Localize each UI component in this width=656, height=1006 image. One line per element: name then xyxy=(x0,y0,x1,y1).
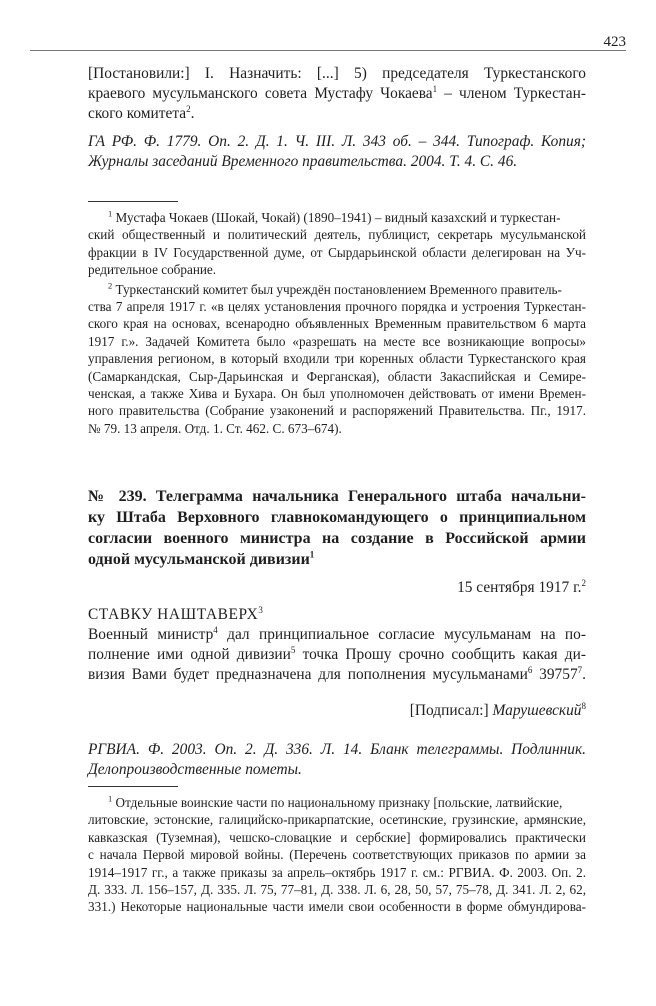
text-line: краевого мусульманского совета Мустафу Чокаева$^1$ – членом Туркестан- xyxy=(88,83,587,102)
footnotes-section xyxy=(88,794,586,916)
document-date: 15 сентября 1917 г.$^2$ xyxy=(457,577,586,596)
archival-source xyxy=(88,740,586,780)
footnote-rule xyxy=(88,786,178,787)
footnote-ref: 1 xyxy=(432,83,438,94)
signature: [Подписал:] Марушевский$^8$ xyxy=(409,700,586,719)
text-line: Военный министр$^4$ дал принципиальное согласие мусульманам на по- xyxy=(88,624,586,643)
telegram-body xyxy=(88,625,586,685)
text-line: полнение ими одной дивизии$^5$ точка Прошу срочно сообщить какая ди- xyxy=(88,644,586,663)
footnote-rule xyxy=(88,201,178,202)
text-line: визия Вами будет предназначена для пополнения мусульманами$^6$ 39757$^7$. xyxy=(88,664,587,683)
source-line: Журналы заседаний Временного правительства. 2004. Т. 4. С. 46. xyxy=(88,153,518,170)
footnote: $^2$ Туркестанский комитет был учреждён постановлением Временного правитель- ства 7 апреля 1917 г. «в целях установления прочного порядка и устроения Туркестан- ского края на основах, всенародно объявленных Временным правительством 6 марта 1917 г.». Задачей Комитета было «разрешать на месте все возникающие вопросы» управления регионом, в который входили три коренных области Туркестанского края (Самаркандская, Сыр-Дарьинская и Ферганская), области Закаспийская и Семире- ченская, а также Хива и Бухара. Он был уполномочен действовать от имени Времен- ного правительства (Собрание узаконений и распоряжений Правительства. Пг., 1917. № 79. 13 апреля. Отд. 1. Ст. 462. С. 673–674). xyxy=(88,280,586,436)
footnote: $^1$ Мустафа Чокаев (Шокай, Чокай) (1890–1941) – видный казахский и туркестан- ский общественный и политический деятель, публицист, секретарь мусульманской фракции в IV Государственной думе, от Сырдарьинской области делегирован на Уч- редительное собрание. xyxy=(88,208,586,278)
footnote: $^1$ Отдельные воинские части по национальному признаку [польские, латвийские, литовские, эстонские, галицийско-прикарпатские, осетинские, грузинские, армянские, кавказская (Туземная), чешско-словацкие и сербские] формировались практически с начала Первой мировой войны. (Перечень соответствующих приказов по армии за 1914–1917 гг., а также приказы за апрель–октябрь 1917 г. см.: РГВИА. Ф. 2003. Оп. 2. Д. 333. Л. 156–157, Д. 335. Л. 75, 77–81, Д. 338. Л. 6, 28, 50, 57, 75–78, Д. 341. Л. 2, 62, 331.) Некоторые национальные части имели свои особенности в форме обмундирова- xyxy=(88,793,586,915)
footnote-ref: 2 xyxy=(186,103,191,114)
telegram-address: СТАВКУ НАШТАВЕРХ$^3$ xyxy=(88,604,264,623)
document-title: № 239. Телеграмма начальника Генерального штаба начальни- ку Штаба Верховного главнокомандующего о принципиальном согласии военного министра на создание в Российской армии одной мусульманской дивизии$^1$ xyxy=(88,488,586,568)
text-line: ского комитета$^2$. xyxy=(88,103,195,122)
source-line: Делопроизводственные пометы. xyxy=(88,761,302,778)
header-rule xyxy=(30,50,626,51)
source-line: ГА РФ. Ф. 1779. Оп. 2. Д. 1. Ч. III. Л. 343 об. – 344. Типограф. Копия; xyxy=(88,133,586,150)
source-line: РГВИА. Ф. 2003. Оп. 2. Д. 336. Л. 14. Бланк телеграммы. Подлинник. xyxy=(88,741,586,758)
resolution-paragraph xyxy=(88,64,586,124)
archival-source xyxy=(88,132,586,172)
page-number: 423 xyxy=(603,34,626,50)
footnotes-section xyxy=(88,209,586,437)
text-line: [Постановили:] I. Назначить: [...] 5) председателя Туркестанского xyxy=(88,65,586,82)
